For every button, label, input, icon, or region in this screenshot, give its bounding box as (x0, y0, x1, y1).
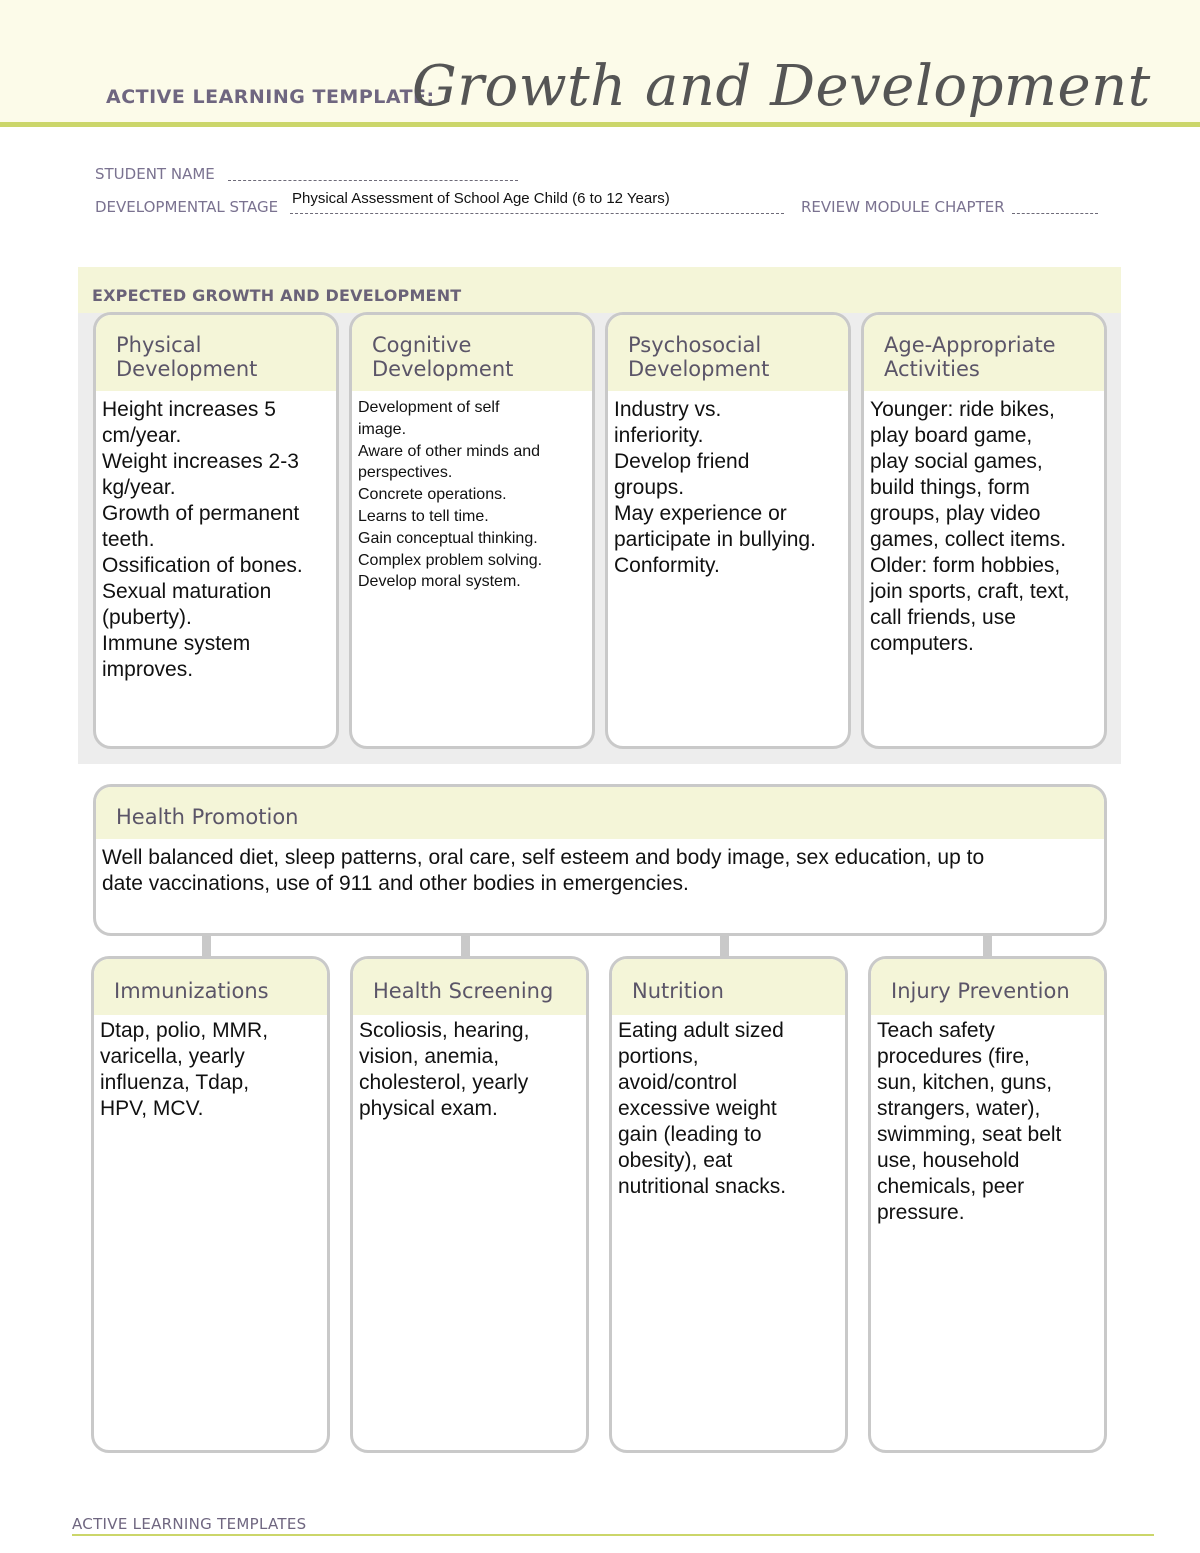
card-title: Immunizations (114, 979, 269, 1003)
expected-growth-heading: EXPECTED GROWTH AND DEVELOPMENT (92, 286, 462, 305)
review-module-chapter-line (1012, 213, 1098, 214)
body-line: perspectives. (358, 464, 453, 482)
body-line: swimming, seat belt (877, 1123, 1062, 1146)
body-line: Older: form hobbies, (870, 554, 1061, 577)
connector (720, 935, 729, 957)
body-line: use, household (877, 1149, 1020, 1172)
card-header (612, 959, 845, 1015)
body-line: groups. (614, 476, 685, 499)
body-line: portions, (618, 1045, 699, 1068)
body-line: Complex problem solving. (358, 551, 543, 569)
body-line: teeth. (102, 528, 155, 551)
injury-prevention-card (868, 956, 1107, 1453)
header-divider (0, 122, 1200, 127)
card-header (96, 315, 336, 391)
connector (461, 935, 470, 957)
body-line: join sports, craft, text, (870, 580, 1070, 603)
body-line: Eating adult sized (618, 1019, 784, 1042)
body-line: procedures (fire, (877, 1045, 1030, 1068)
body-line: influenza, Tdap, (100, 1071, 250, 1094)
card-title: Health Promotion (116, 805, 299, 829)
body-line: Younger: ride bikes, (870, 398, 1055, 421)
body-line: date vaccinations, use of 911 and other bodies in emergencies. (102, 872, 689, 895)
body-line: Height increases 5 (102, 398, 276, 421)
immunizations-card (91, 956, 330, 1453)
body-line: obesity), eat (618, 1149, 733, 1172)
body-line: Learns to tell time. (358, 507, 489, 525)
body-line: Concrete operations. (358, 486, 507, 504)
cognitive-development-card (349, 312, 595, 749)
footer-divider (72, 1534, 1154, 1536)
body-line: Dtap, polio, MMR, (100, 1019, 269, 1042)
card-body (871, 1015, 1104, 1226)
body-line: Weight increases 2-3 (102, 450, 299, 473)
card-title-line2: Development (116, 357, 258, 381)
card-title: Health Screening (373, 979, 554, 1003)
body-line: Well balanced diet, sleep patterns, oral care, self esteem and body image, sex education, up to (102, 846, 985, 869)
card-title-line2: Development (372, 357, 514, 381)
card-header (608, 315, 848, 391)
body-line: May experience or (614, 502, 787, 525)
footer-label: ACTIVE LEARNING TEMPLATES (72, 1515, 307, 1533)
card-body (96, 839, 1104, 897)
body-line: excessive weight (618, 1097, 777, 1120)
body-line: participate in bullying. (614, 528, 816, 551)
body-line: gain (leading to (618, 1123, 762, 1146)
health-promotion-card (93, 784, 1107, 936)
card-title-line1: Age-Appropriate (884, 333, 1056, 357)
card-body (612, 1015, 845, 1200)
developmental-stage-label: DEVELOPMENTAL STAGE (95, 198, 279, 216)
body-line: image. (358, 420, 407, 438)
body-line: improves. (102, 658, 194, 681)
age-appropriate-activities-card (861, 312, 1107, 749)
card-title: Nutrition (632, 979, 724, 1003)
connector (983, 935, 992, 957)
body-line: nutritional snacks. (618, 1175, 787, 1198)
card-header (864, 315, 1104, 391)
card-header (352, 315, 592, 391)
body-line: varicella, yearly (100, 1045, 245, 1068)
body-line: kg/year. (102, 476, 176, 499)
body-line: Industry vs. (614, 398, 722, 421)
body-line: vision, anemia, (359, 1045, 500, 1068)
card-title-line2: Development (628, 357, 770, 381)
body-line: (puberty). (102, 606, 192, 629)
card-title: Injury Prevention (891, 979, 1070, 1003)
body-line: Immune system (102, 632, 251, 655)
body-line: cholesterol, yearly (359, 1071, 529, 1094)
card-header (871, 959, 1104, 1015)
body-line: avoid/control (618, 1071, 738, 1094)
body-line: Conformity. (614, 554, 720, 577)
body-line: sun, kitchen, guns, (877, 1071, 1053, 1094)
card-body (94, 1015, 327, 1122)
body-line: chemicals, peer (877, 1175, 1025, 1198)
card-body (864, 391, 1104, 657)
developmental-stage-value[interactable]: Physical Assessment of School Age Child (6 to 12 Years) (292, 190, 670, 207)
body-line: play board game, (870, 424, 1033, 447)
connector (202, 935, 211, 957)
body-line: pressure. (877, 1201, 965, 1224)
body-line: groups, play video (870, 502, 1041, 525)
body-line: Growth of permanent (102, 502, 300, 525)
body-line: computers. (870, 632, 974, 655)
body-line: Aware of other minds and (358, 442, 541, 460)
body-line: play social games, (870, 450, 1043, 473)
student-name-label: STUDENT NAME (95, 165, 215, 183)
physical-development-card (93, 312, 339, 749)
psychosocial-development-card (605, 312, 851, 749)
body-line: Gain conceptual thinking. (358, 529, 538, 547)
body-line: build things, form (870, 476, 1030, 499)
card-body (608, 391, 848, 579)
student-name-line (228, 180, 518, 181)
card-title-line1: Cognitive (372, 333, 472, 357)
nutrition-card (609, 956, 848, 1453)
template-label: ACTIVE LEARNING TEMPLATE: (106, 86, 435, 108)
body-line: Ossification of bones. (102, 554, 303, 577)
body-line: inferiority. (614, 424, 704, 447)
body-line: call friends, use (870, 606, 1016, 629)
body-line: Sexual maturation (102, 580, 272, 603)
developmental-stage-line (290, 213, 784, 214)
review-module-chapter-label: REVIEW MODULE CHAPTER (801, 198, 1005, 216)
card-title-line1: Physical (116, 333, 202, 357)
body-line: Development of self (358, 399, 500, 416)
body-line: HPV, MCV. (100, 1097, 204, 1120)
card-header (353, 959, 586, 1015)
card-header (96, 787, 1104, 839)
card-body (352, 391, 592, 593)
card-body (353, 1015, 586, 1122)
body-line: physical exam. (359, 1097, 498, 1120)
page-title: Growth and Development (412, 54, 1151, 119)
body-line: Develop friend (614, 450, 750, 473)
card-body (96, 391, 336, 683)
body-line: cm/year. (102, 424, 182, 447)
card-title-line2: Activities (884, 357, 980, 381)
body-line: strangers, water), (877, 1097, 1041, 1120)
body-line: Develop moral system. (358, 573, 521, 591)
body-line: Teach safety (877, 1019, 995, 1042)
health-screening-card (350, 956, 589, 1453)
body-line: Scoliosis, hearing, (359, 1019, 530, 1042)
card-title-line1: Psychosocial (628, 333, 762, 357)
body-line: games, collect items. (870, 528, 1067, 551)
card-header (94, 959, 327, 1015)
